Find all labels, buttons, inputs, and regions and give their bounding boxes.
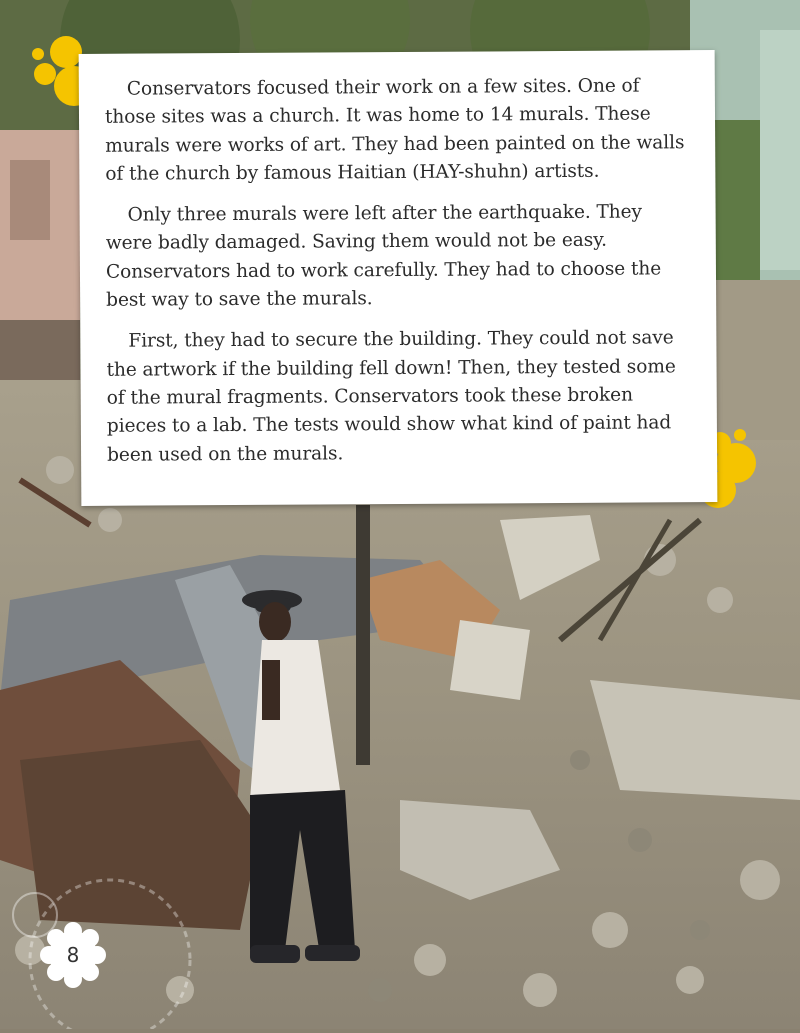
body-paragraph: First, they had to secure the building. They could not save the artwork if the building fell down! Then, they tested some of the mural fragments. Conservators took these broken pieces to a lab. The tests would show what kind of paint had been used on the murals. [106, 327, 676, 466]
body-paragraph: Only three murals were left after the earthquake. They were badly damaged. Saving them would not be easy. Conservators had to work carefully. They had to choose the best way to save the murals. [105, 201, 662, 311]
page-number-badge [40, 922, 106, 988]
page-number: 8 [66, 943, 80, 967]
text-card [79, 50, 718, 506]
body-paragraph: Conservators focused their work on a few sites. One of those sites was a church. It was home to 14 murals. These murals were works of art. They had been painted on the walls of the church by famous Haitian (HAY-shuhn) artists. [104, 75, 685, 185]
gear-outline-decoration [0, 870, 220, 1033]
